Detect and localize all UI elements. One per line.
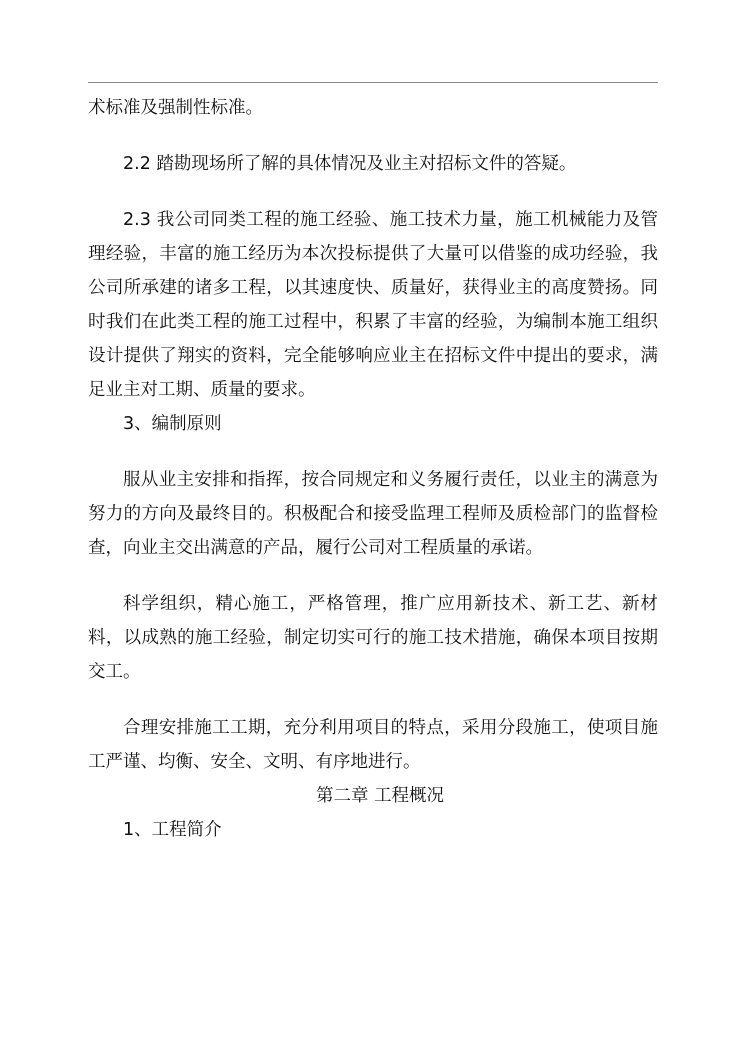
paragraph-principle-1: 服从业主安排和指挥，按合同规定和义务履行责任，以业主的满意为努力的方向及最终目的。积极配合和接受监理工程师及质检部门的监督检查，向业主交出满意的产品，履行公司对工程质量的承诺。	[88, 470, 658, 558]
paragraph-principle-2: 科学组织，精心施工，严格管理，推广应用新技术、新工艺、新材料，以成熟的施工经验，制定切实可行的施工技术措施，确保本项目按期交工。	[88, 594, 658, 682]
paragraph-2-3: 2.3 我公司同类工程的施工经验、施工技术力量，施工机械能力及管理经验，丰富的施工经历为本次投标提供了大量可以借鉴的成功经验，我公司所承建的诸多工程，以其速度快、质量好，获得业主的高度赞扬。同时我们在此类工程的施工过程中，积累了丰富的经验，为编制本施工组织设计提供了翔实的资料，完全能够响应业主在招标文件中提出的要求，满足业主对工期、质量的要求。	[88, 210, 658, 400]
section-heading-overview: 1、工程简介	[123, 820, 222, 840]
paragraph-2-2: 2.2 踏勘现场所了解的具体情况及业主对招标文件的答疑。	[123, 154, 577, 174]
header-rule	[88, 82, 658, 83]
document-body	[88, 91, 658, 847]
chapter-title: 第二章 工程概况	[315, 786, 445, 806]
paragraph-principle-3: 合理安排施工工期，充分利用项目的特点，采用分段施工，使项目施工严谨、均衡、安全、文明、有序地进行。	[88, 718, 658, 772]
paragraph-continuation: 术标准及强制性标准。	[88, 98, 263, 118]
section-heading-principles: 3、编制原则	[123, 414, 222, 434]
